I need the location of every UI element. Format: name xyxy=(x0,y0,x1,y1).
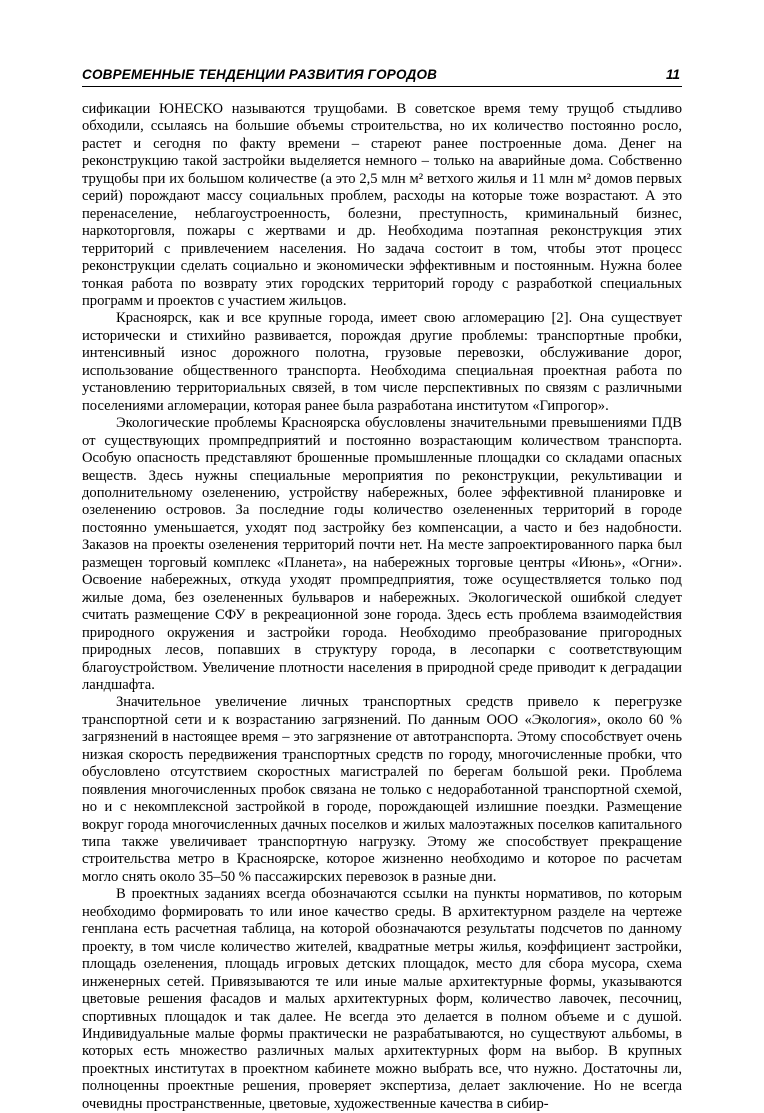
paragraph-project-tasks: В проектных заданиях всегда обозначаются ссылки на пункты нормативов, по которым необходимо формировать то или иное качество среды. В архитектурном разделе на чертеже генплана есть расчетная таблица, на которой обозначаются результаты подсчетов по данному проекту, в том числе количество жителей, квадратные метры жилья, коэффициент застройки, площадь озеленения, площадь игровых детских площадок, место для сбора мусора, схема инженерных сетей. Привязываются те или иные малые архитектурные формы, указываются цветовые решения фасадов и малых архитектурных форм, количество лавочек, песочниц, спортивных площадок и так далее. Не всегда это делается в полном объеме и с душой. Индивидуальные малые формы практически не разрабатываются, но существуют альбомы, в которых есть множество различных малых архитектурных форм на выбор. В крупных проектных институтах в проектном кабинете можно выбрать все, что нужно. Достаточны ли, полноценны проектные решения, проверяет экспертиза, делает заключение. Но не всегда очевидны пространственные, цветовые, художественные качества в сибир- xyxy=(82,886,682,1112)
header-title: СОВРЕМЕННЫЕ ТЕНДЕНЦИИ РАЗВИТИЯ ГОРОДОВ xyxy=(82,67,438,82)
body-text xyxy=(82,101,682,1113)
paragraph-agglomeration: Красноярск, как и все крупные города, имеет свою агломерацию [2]. Она существует исторически и стихийно развивается, порождая другие проблемы: транспортные пробки, интенсивный износ дорожного полотна, грузовые перевозки, обслуживание дорог, использование общественного транспорта. Необходима специальная проектная работа по установлению территориальных связей, в том числе перспективных по связям с различными поселениями агломерации, которая ранее была разработана институтом «Гипрогор». xyxy=(82,310,682,414)
paragraph-slums: сификации ЮНЕСКО называются трущобами. В советское время тему трущоб стыдливо обходили, ссылаясь на большие объемы строительства, но их количество постоянно росло, растет и сегодня по факту времени – стареют ранее построенные дома. Денег на реконструкцию такой застройки выделяется немного – только на аварийные дома. Собственно трущобы при их большом количестве (а это 2,5 млн м² ветхого жилья и 11 млн м² домов первых серий) порождают массу социальных проблем, расходы на которые тоже возрастают. А это перенаселение, неблагоустроенность, болезни, преступность, криминальный бизнес, наркоторговля, пожары с жертвами и др. Необходима поэтапная реконструкция этих территорий с привлечением населения. Но задача состоит в том, чтобы этот процесс реконструкции сделать социально и экономически эффективным и постоянным. Нужна более тонкая работа по возврату этих городских территорий городу с разработкой специальных программ и проектов с участием жильцов. xyxy=(82,101,682,309)
page-number: 11 xyxy=(665,67,680,82)
paragraph-transport: Значительное увеличение личных транспортных средств привело к перегрузке транспортной сети и к возрастанию загрязнений. По данным ООО «Экология», около 60 % загрязнений в настоящее время – это загрязнение от автотранспорта. Этому способствует очень низкая скорость передвижения транспортных средств по городу, многочисленные пробки, что обусловлено отсутствием скоростных магистралей по берегам большой реки. Проблема появления многочисленных пробок связана не только с недоработанной транспортной схемой, но и с некомплексной застройкой в городе, порождающей излишние поездки. Размещение вокруг города многочисленных дачных поселков и жилых малоэтажных поселков капитального типа также увеличивает транспортную нагрузку. Этому же способствует прекращение строительства метро в Красноярске, которое жизненно необходимо и которое по расчетам могло снять около 35–50 % пассажирских перевозок в разные дни. xyxy=(82,694,682,885)
running-header xyxy=(82,64,682,87)
paragraph-ecology: Экологические проблемы Красноярска обусловлены значительными превышениями ПДВ от существующих промпредприятий и постоянно возрастающим количеством транспорта. Особую опасность представляют брошенные промышленные площадки со складами опасных веществ. Здесь нужны специальные мероприятия по реконструкции, рекультивации и дополнительному озеленению, устройству набережных, более эффективной планировке и озеленению островов. За последние годы количество озелененных территорий в городе постоянно уменьшается, уходят под застройку без компенсации, а часто и без надобности. Заказов на проекты озеленения территорий почти нет. На месте запроектированного парка был размещен торговый комплекс «Планета», на набережных торговые центры «Июнь», «Огни». Освоение набережных, откуда уходят промпредприятия, тоже осуществляется только под жилые дома, без озелененных бульваров и набережных. Экологической ошибкой следует считать размещение СФУ в рекреационной зоне города. Здесь есть проблема взаимодействия природного окружения и застройки города. Необходимо преобразование пригородных природных лесов, попавших в структуру города, в лесопарки с соответствующим благоустройством. Увеличение плотности населения в природной среде приводит к деградации ландшафта. xyxy=(82,415,682,693)
